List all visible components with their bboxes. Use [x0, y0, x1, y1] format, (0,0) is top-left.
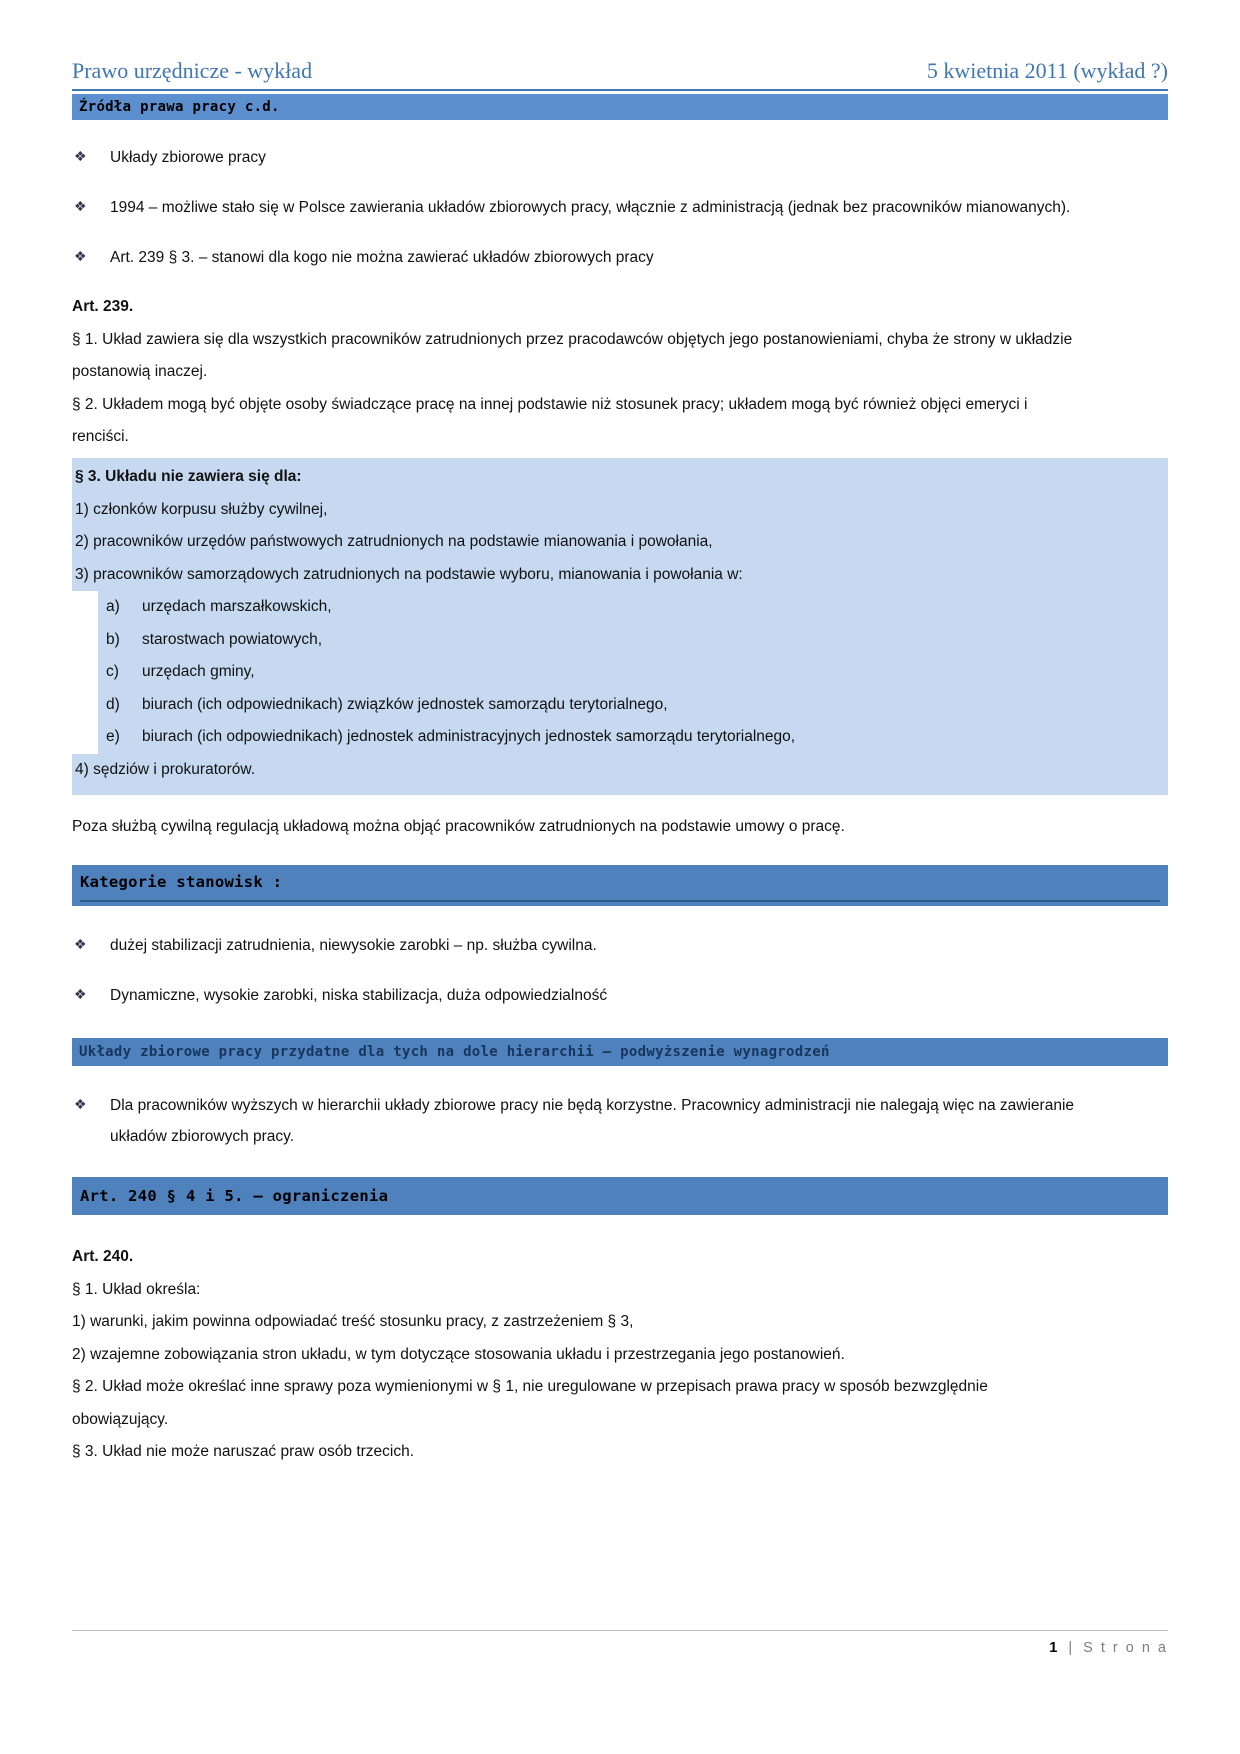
bullet-text: 1994 – możliwe stało się w Polsce zawierania układów zbiorowych pracy, włącznie z administracją (jednak bez pracowników mianowanych). [110, 198, 1071, 216]
highlight-sub-item [72, 689, 1162, 722]
bullet-item [72, 192, 1168, 224]
art-239-heading: Art. 239. [72, 298, 134, 316]
art-240-line: 2) wzajemne zobowiązania stron układu, w tym dotyczące stosowania układu i przestrzegania jego postanowień. [72, 1345, 845, 1363]
diamond-bullet-icon: ❖ [74, 1095, 87, 1112]
highlight-title: § 3. Układu nie zawiera się dla: [75, 468, 302, 486]
art-240-line: § 3. Układ nie może naruszać praw osób trzecich. [72, 1443, 415, 1461]
bullet-text: Art. 239 § 3. – stanowi dla kogo nie można zawierać układów zbiorowych pracy [110, 248, 654, 266]
sub-item-text: biurach (ich odpowiednikach) jednostek administracyjnych jednostek samorządu terytorialnego, [142, 728, 796, 746]
diamond-bullet-icon: ❖ [74, 148, 87, 164]
sub-item-label: a) [106, 598, 120, 616]
diamond-bullet-icon: ❖ [74, 936, 87, 953]
highlight-sub-item [72, 624, 1162, 657]
sub-item-text: urzędach gminy, [142, 663, 255, 681]
article-239 [72, 291, 1168, 454]
diamond-bullet-icon: ❖ [74, 197, 87, 214]
section-heading-kategorie [72, 865, 1168, 906]
sub-item-text: biurach (ich odpowiednikach) związków jednostek samorządu terytorialnego, [142, 695, 668, 713]
section-heading-zrodla-label: Źródła prawa pracy c.d. [79, 99, 280, 115]
article-240 [72, 1241, 1168, 1469]
footer-separator: | [1068, 1640, 1073, 1656]
bullet-item [72, 242, 1168, 274]
document-header [72, 58, 1168, 91]
indent-gap [72, 656, 98, 689]
sub-item-label: b) [106, 630, 120, 648]
indent-gap [72, 591, 98, 624]
highlight-sub-item [72, 656, 1162, 689]
bullet-list-uklady [72, 1090, 1168, 1154]
section-heading-kategorie-label: Kategorie stanowisk : [80, 873, 1160, 902]
bullet-text: dużej stabilizacji zatrudnienia, niewysokie zarobki – np. służba cywilna. [110, 937, 597, 955]
sub-item-label: e) [106, 728, 120, 746]
sub-item-label: c) [106, 663, 119, 681]
bullet-text: Dla pracowników wyższych w hierarchii układy zbiorowe pracy nie będą korzystne. Pracownicy administracji nie nalegają więc na zawieranie układów zbiorowych pracy. [110, 1096, 1075, 1146]
document-title: Prawo urzędnicze - wykład [72, 58, 313, 83]
highlight-item: 4) sędziów i prokuratorów. [75, 760, 256, 778]
highlight-item: 2) pracowników urzędów państwowych zatrudnionych na podstawie mianowania i powołania, [75, 533, 713, 551]
bullet-item [72, 980, 1168, 1012]
art-239-closing: Poza służbą cywilną regulacją układową można objąć pracowników zatrudnionych na podstawie umowy o pracę. [72, 817, 845, 835]
sub-item-text: urzędach marszałkowskich, [142, 598, 332, 616]
page-number: 1 [1049, 1640, 1058, 1656]
sub-item-label: d) [106, 695, 120, 713]
section-heading-art240 [72, 1177, 1168, 1215]
indent-gap [72, 624, 98, 657]
bullet-list-zrodla [72, 142, 1168, 273]
indent-gap [72, 689, 98, 722]
bullet-text: Dynamiczne, wysokie zarobki, niska stabilizacja, duża odpowiedzialność [110, 986, 608, 1004]
bullet-item [72, 142, 1168, 174]
highlight-sub-item [72, 721, 1162, 754]
diamond-bullet-icon: ❖ [74, 247, 87, 264]
highlight-item: 1) członków korpusu służby cywilnej, [75, 500, 328, 518]
footer-label: S t r o n a [1083, 1640, 1168, 1656]
section-heading-uklady-label: Układy zbiorowe pracy przydatne dla tych na dole hierarchii – podwyższenie wynagrodzeń [79, 1043, 830, 1060]
highlight-block-art239-par3 [72, 458, 1168, 794]
highlight-item: 3) pracowników samorządowych zatrudnionych na podstawie wyboru, mianowania i powołania w: [75, 565, 743, 583]
art-239-par1: § 1. Układ zawiera się dla wszystkich pracowników zatrudnionych przez pracodawców objętych jego postanowieniami, chyba że strony w układzie postanowią inaczej. [72, 330, 1073, 381]
art-240-line: 1) warunki, jakim powinna odpowiadać treść stosunku pracy, z zastrzeżeniem § 3, [72, 1313, 634, 1331]
highlight-sub-item [72, 591, 1162, 624]
sub-item-text: starostwach powiatowych, [142, 630, 323, 648]
art-240-line: § 1. Układ określa: [72, 1280, 201, 1298]
bullet-item [72, 930, 1168, 962]
diamond-bullet-icon: ❖ [74, 985, 87, 1002]
page-footer [72, 1630, 1168, 1656]
art-240-line: § 2. Układ może określać inne sprawy poza wymienionymi w § 1, nie uregulowane w przepisach prawa pracy w sposób bezwzględnie obowiązujący. [72, 1378, 988, 1428]
document-date: 5 kwietnia 2011 (wykład ?) [926, 58, 1168, 83]
section-heading-uklady [72, 1038, 1168, 1066]
section-heading-zrodla [72, 94, 1168, 120]
bullet-text: Układy zbiorowe pracy [110, 149, 266, 166]
section-heading-art240-label: Art. 240 § 4 i 5. – ograniczenia [80, 1187, 389, 1206]
indent-gap [72, 721, 98, 754]
art-239-par2: § 2. Układem mogą być objęte osoby świadczące pracę na innej podstawie niż stosunek pracy; układem mogą być również objęci emeryci i renciści. [72, 395, 1028, 446]
bullet-item [72, 1090, 1168, 1154]
art-240-heading: Art. 240. [72, 1248, 134, 1266]
bullet-list-kategorie [72, 930, 1168, 1012]
